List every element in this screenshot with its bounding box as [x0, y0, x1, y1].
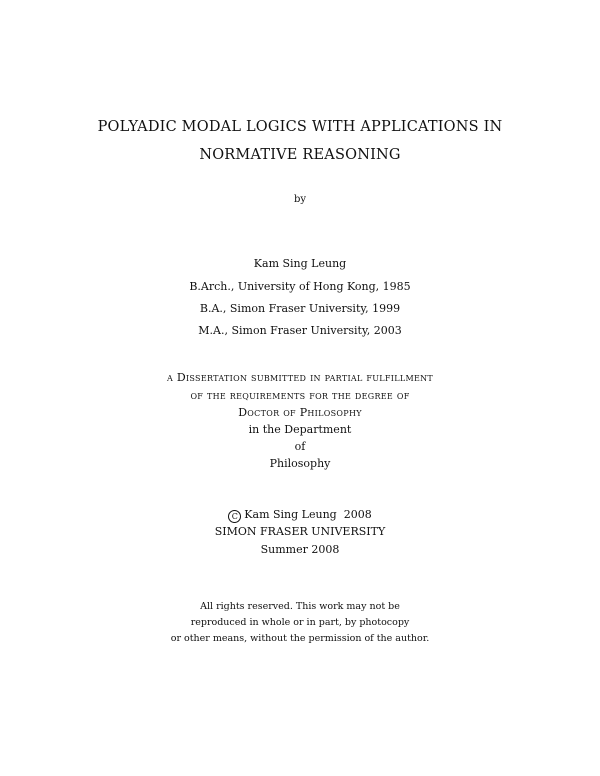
- rights-line-3: or other means, without the permission of the author.: [170, 633, 430, 644]
- submission-line-2: of the requirements for the degree of: [190, 389, 410, 402]
- author-name: Kam Sing Leung: [253, 257, 347, 270]
- department-name: Philosophy: [269, 457, 331, 470]
- rights-line-1: All rights reserved. This work may not be: [200, 601, 400, 612]
- degree-ma: M.A., Simon Fraser University, 2003: [198, 324, 402, 337]
- submission-line-1: a Dissertation submitted in partial fulfillment: [166, 371, 434, 384]
- copyright-holder: Kam Sing Leung 2008: [244, 508, 372, 521]
- of-label: of: [294, 440, 306, 453]
- term: Summer 2008: [260, 543, 340, 556]
- by-label: by: [293, 194, 307, 205]
- degree-barch: B.Arch., University of Hong Kong, 1985: [189, 280, 411, 293]
- title-line-2: NORMATIVE REASONING: [199, 147, 401, 163]
- degree-ba: B.A., Simon Fraser University, 1999: [199, 302, 401, 315]
- degree-name: Doctor of Philosophy: [238, 406, 362, 419]
- title-line-1: POLYADIC MODAL LOGICS WITH APPLICATIONS IN: [97, 119, 503, 135]
- department-prefix: in the Department: [248, 423, 352, 436]
- rights-line-2: reproduced in whole or in part, by photocopy: [190, 617, 410, 628]
- university-name: SIMON FRASER UNIVERSITY: [214, 525, 386, 538]
- copyright-line: [0, 508, 600, 523]
- copyright-icon: C: [228, 510, 241, 523]
